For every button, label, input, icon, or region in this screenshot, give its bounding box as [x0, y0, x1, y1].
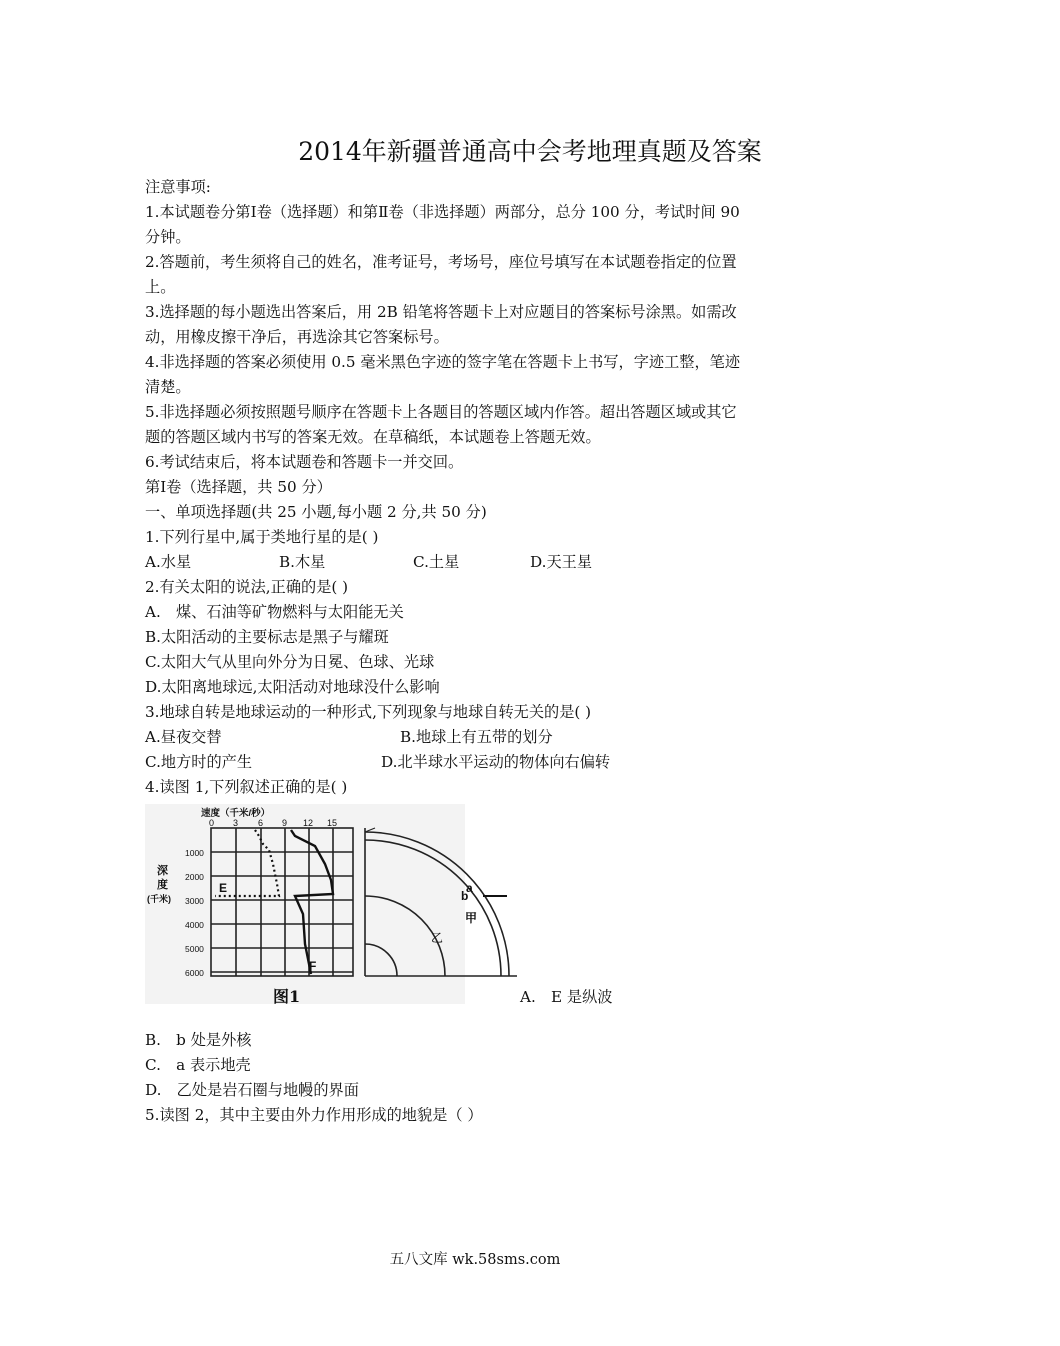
q1-option-a: A.水星: [145, 553, 192, 571]
question-3-options-row1: [145, 725, 813, 750]
notice-line: 分钟。: [145, 228, 191, 246]
notice-line: 题的答题区域内书写的答案无效。在草稿纸，本试题卷上答题无效。: [145, 428, 601, 446]
q4-option-d: D. 乙处是岩石圈与地幔的界面: [145, 1081, 359, 1099]
q1-option-d: D.天王星: [530, 553, 593, 571]
q2-option-c: C.太阳大气从里向外分为日冕、色球、光球: [145, 653, 435, 671]
label-yi: 乙: [431, 931, 444, 945]
q3-option-d: D.北半球水平运动的物体向右偏转: [381, 753, 611, 771]
label-e: E: [219, 881, 228, 895]
q2-option-a: A. 煤、石油等矿物燃料与太阳能无关: [145, 603, 404, 621]
q4-option-a: A. E 是纵波: [520, 988, 613, 1006]
notice-line: 上。: [145, 278, 176, 296]
depth-label: (千米): [147, 894, 171, 904]
exam-content: [145, 175, 813, 1128]
label-jia: 甲: [465, 911, 478, 925]
depth-label: 深: [157, 865, 168, 877]
depth-tick: 5000: [185, 944, 204, 954]
question-3-stem: 3.地球自转是地球运动的一种形式,下列现象与地球自转无关的是( ): [145, 703, 592, 721]
figure-1-overflow-labels: [465, 878, 525, 906]
notice-line: 1.本试题卷分第Ⅰ卷（选择题）和第Ⅱ卷（非选择题）两部分，总分 100 分，考试时间 90: [145, 203, 740, 221]
notice-line: 清楚。: [145, 378, 191, 396]
notice-line: 6.考试结束后，将本试题卷和答题卡一并交回。: [145, 453, 464, 471]
figure-caption: 图1: [273, 987, 301, 1006]
depth-label: 度: [157, 879, 168, 891]
figure-speed-label: 速度（千米/秒）: [201, 808, 271, 819]
depth-tick: 4000: [185, 920, 204, 930]
volume-heading: 第Ⅰ卷（选择题，共 50 分）: [145, 478, 332, 496]
q1-option-b: B.木星: [279, 553, 326, 571]
label-b: b: [461, 889, 469, 903]
speed-tick: 9: [282, 818, 288, 828]
question-1-stem: 1.下列行星中,属于类地行星的是( ): [145, 528, 379, 546]
depth-tick: 6000: [185, 968, 204, 978]
q4-option-c: C. a 表示地壳: [145, 1056, 251, 1074]
notice-line: 动，用橡皮擦干净后，再选涂其它答案标号。: [145, 328, 449, 346]
notice-line: 5.非选择题必须按照题号顺序在答题卡上各题目的答题区域内作答。超出答题区域或其它: [145, 403, 737, 421]
q3-option-c: C.地方时的产生: [145, 753, 253, 771]
depth-tick: 1000: [185, 848, 204, 858]
page-title: 2014年新疆普通高中会考地理真题及答案: [298, 137, 762, 166]
speed-tick: 0: [209, 818, 215, 828]
speed-tick: 12: [303, 818, 314, 828]
q4-option-b: B. b 处是外核: [145, 1031, 252, 1049]
notice-line: 2.答题前，考生须将自己的姓名，准考证号，考场号，座位号填写在本试题卷指定的位置: [145, 253, 737, 271]
q3-option-a: A.昼夜交替: [145, 728, 222, 746]
speed-tick: 6: [258, 818, 264, 828]
depth-tick: 2000: [185, 872, 204, 882]
notice-heading: 注意事项:: [145, 178, 211, 196]
notice-line: 3.选择题的每小题选出答案后，用 2B 铅笔将答题卡上对应题目的答案标号涂黑。如需改: [145, 303, 737, 321]
question-3-options-row2: [145, 750, 813, 775]
q1-option-c: C.土星: [413, 553, 460, 571]
speed-tick: 3: [233, 818, 239, 828]
footer-source: 五八文库 wk.58sms.com: [389, 1252, 561, 1268]
question-1-options: [145, 550, 813, 575]
depth-tick: 3000: [185, 896, 204, 906]
question-2-stem: 2.有关太阳的说法,正确的是( ): [145, 578, 349, 596]
label-f: F: [309, 959, 317, 973]
q2-option-d: D.太阳离地球远,太阳活动对地球没什么影响: [145, 678, 440, 696]
figure-1-row: [145, 800, 813, 1028]
question-5-stem: 5.读图 2，其中主要由外力作用形成的地貌是（ ）: [145, 1106, 483, 1124]
label-a: a: [466, 881, 473, 895]
notice-line: 4.非选择题的答案必须使用 0.5 毫米黑色字迹的签字笔在答题卡上书写，字迹工整，笔迹: [145, 353, 741, 371]
part-heading: 一、单项选择题(共 25 小题,每小题 2 分,共 50 分): [145, 503, 487, 521]
figure-1-earth-interior: [145, 804, 478, 1006]
q2-option-b: B.太阳活动的主要标志是黑子与耀斑: [145, 628, 389, 646]
speed-tick: 15: [327, 818, 338, 828]
q3-option-b: B.地球上有五带的划分: [400, 728, 553, 746]
question-4-stem: 4.读图 1,下列叙述正确的是( ): [145, 778, 348, 796]
